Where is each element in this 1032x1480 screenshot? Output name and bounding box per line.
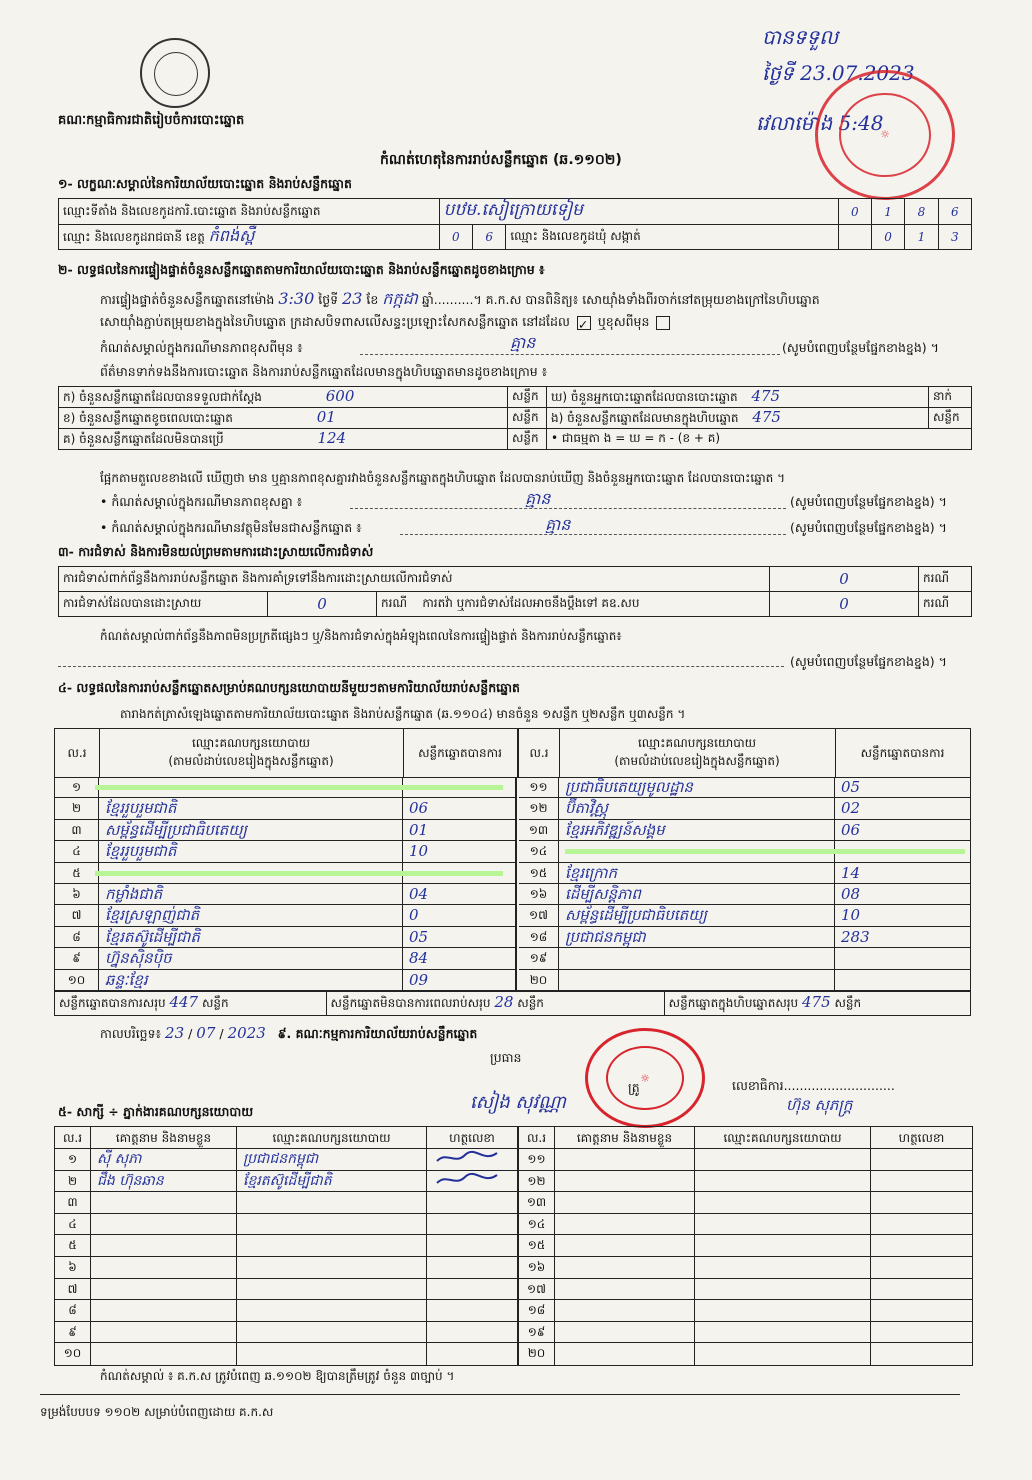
party-name: ដើម្បីសន្តិភាព — [559, 884, 835, 905]
witness-cell — [555, 1192, 695, 1214]
witness-cell — [555, 1279, 695, 1301]
row-number: ១៥ — [519, 863, 559, 884]
commune-label: ឈ្មោះ និងលេខកូដឃុំ សង្កាត់ — [506, 225, 838, 250]
witness-row-number: ១៥ — [519, 1235, 555, 1257]
witness-row-number: ១១ — [519, 1149, 555, 1171]
row-number: ៤ — [55, 841, 99, 862]
row-number: ៣ — [55, 820, 99, 841]
witness-cell — [91, 1257, 237, 1279]
section1-title: ១- លក្ខណៈសម្គាល់នៃការិយាល័យបោះឆ្នោត និងរាប់សន្លឹកឆ្នោត — [58, 176, 352, 191]
witness-header: ឈ្មោះគណបក្សនយោបាយ — [695, 1127, 871, 1149]
party-votes: 14 — [835, 863, 970, 884]
witness-cell — [91, 1279, 237, 1301]
verify-month: កក្កដា — [382, 289, 418, 308]
party-name: ខ្មែរក្រោក — [559, 863, 835, 884]
row-number: ៩ — [55, 948, 99, 969]
party-votes: 09 — [403, 970, 517, 991]
witness-cell: ខ្មែរតស៊ូដើម្បីជាតិ — [237, 1171, 427, 1193]
row-number: ១១ — [519, 777, 559, 798]
witness-cell — [555, 1322, 695, 1344]
station-label: ឈ្មោះទីតាំង និងលេខកូដការិ.បោះឆ្នោត និងរាប់សន្លឹកឆ្នោត — [59, 199, 440, 225]
official-stamp-top: ☼ — [815, 70, 955, 200]
witness-row-number: ១៤ — [519, 1214, 555, 1236]
witness-cell — [695, 1149, 871, 1171]
verify-time: 3:30 — [278, 289, 315, 308]
party-name: សម្ព័ន្ធដើម្បីប្រជាធិបតេយ្យ — [559, 905, 835, 926]
row-number: ១៣ — [519, 820, 559, 841]
date-month: 07 — [196, 1024, 216, 1042]
formula-note: • ជាធម្មតា ង = ឃ = ក - (ខ + គ) — [547, 429, 972, 450]
party-name: ខ្មែររួបរួមជាតិ — [99, 841, 403, 862]
seal-change-note: គ្មាន — [510, 333, 536, 352]
received-note-line2: ថ្ងៃទី 23.07.2023 — [762, 61, 915, 85]
station-info-table: ឈ្មោះទីតាំង និងលេខកូដការិ.បោះឆ្នោត និងរាប់សន្លឹកឆ្នោត បឋម.សៀក្រោយទៀម 0 1 8 6 ឈ្មោះ និងលេខកូដរាជធានី ខេត្ត កំពង់ស្ពឺ 0 6 ឈ្មោះ និងលេខកូដឃុំ សង្កាត់ 0 1 3 — [58, 198, 972, 250]
witness-cell — [555, 1149, 695, 1171]
row-number: ៥ — [55, 863, 99, 884]
ballots-spoiled: 01 — [316, 408, 336, 426]
total-in-box: 475 — [802, 993, 831, 1011]
party-name: ឆន្ទៈខ្មែរ — [99, 970, 403, 991]
witness-row-number: ២ — [55, 1171, 91, 1193]
witness-row-number: ៥ — [55, 1235, 91, 1257]
party-votes: 02 — [835, 798, 970, 819]
witness-cell — [695, 1343, 871, 1365]
witness-cell — [695, 1235, 871, 1257]
complaints-table: ការជំទាស់ពាក់ព័ន្ធនឹងការរាប់សន្លឹកឆ្នោត និងការគាំទ្រទៅនឹងការដោះស្រាយលើការជំទាស់ 0 ករណី ការជំទាស់ដែលបានដោះស្រាយ 0 ករណី ការតវ៉ា ឬការជំទាស់ដែលអាចនឹងប្តឹងទៅ គឧ.សប 0 ករណី — [58, 566, 972, 617]
witness-signature — [871, 1279, 972, 1301]
witness-signature — [427, 1235, 519, 1257]
witness-header: ឈ្មោះគណបក្សនយោបាយ — [237, 1127, 427, 1149]
witness-row-number: ៩ — [55, 1322, 91, 1344]
section3-title: ៣- ការជំទាស់ និងការមិនយល់ព្រមតាមការដោះស្រាយលើការជំទាស់ — [58, 544, 374, 559]
row-number: ១៨ — [519, 927, 559, 948]
party-results-table: ល.រ ឈ្មោះគណបក្សនយោបាយ (តាមលំដាប់លេខរៀងក្នុងសន្លឹកឆ្នោត) សន្លឹកឆ្នោតបានការ ល.រ ឈ្មោះគណបក្សនយោបាយ (តាមលំដាប់លេខរៀងក្នុងសន្លឹកឆ្នោត) សន្លឹកឆ្នោតបានការ ១ ១១ ប្រជាធិបតេយ្យមូលដ្ឋាន 05 ២ ខ្មែររួបរួមជាតិ 06 ១២ ប៊ីតាវិស្ណុ 02 ៣ សម្ព័ន្ធដើម្បីប្រជាធិបតេយ្យ 01 ១៣ ខ្មែរអភិវឌ្ឍន៍សង្គម 06 ៤ ខ្មែររួបរួមជាតិ 10 ១៤ ៥ ១៥ ខ្មែរក្រោក 14 ៦ កម្លាំងជាតិ 04 ១៦ ដើម្បីសន្តិភាព 08 ៧ ខ្មែរស្រឡាញ់ជាតិ 0 ១៧ សម្ព័ន្ធដើម្បីប្រជាធិបតេយ្យ 10 ៨ ខ្មែរតស៊ូដើម្បីជាតិ 05 ១៨ ប្រជាជនកម្ពុជា 283 ៩ ហ្វ៊ុនស៊ិនប៉ិច 84 ១៩ ១០ ឆន្ទៈខ្មែរ 09 ២០ — [54, 728, 971, 992]
date-year: 2023 — [227, 1024, 266, 1042]
witness-cell: ជឹង ហ៊ុនឆាន — [91, 1171, 237, 1193]
witness-signature — [427, 1171, 519, 1193]
total-invalid: 28 — [494, 993, 514, 1011]
witness-row-number: ៨ — [55, 1300, 91, 1322]
witness-row-number: ១៩ — [519, 1322, 555, 1344]
party-votes — [835, 948, 970, 969]
row-number: ៨ — [55, 927, 99, 948]
party-name: ប្រជាធិបតេយ្យមូលដ្ឋាន — [559, 777, 835, 798]
witness-signature — [871, 1343, 972, 1365]
totals-row: សន្លឹកឆ្នោតបានការសរុប 447 សន្លឹក សន្លឹកឆ្នោតមិនបានការពេលរាប់សរុប 28 សន្លឹក សន្លឹកឆ្នោតក្នុងហិបឆ្នោតសរុប 475 សន្លឹក — [54, 990, 971, 1016]
row-number: ២ — [55, 798, 99, 819]
province-label: ឈ្មោះ និងលេខកូដរាជធានី ខេត្ត — [63, 230, 205, 244]
witness-cell — [91, 1235, 237, 1257]
witness-cell — [237, 1279, 427, 1301]
province-name: កំពង់ស្ពឺ — [208, 226, 255, 245]
section5-title: ៥- សាក្សី ÷ ភ្នាក់ងារគណបក្សនយោបាយ — [58, 1104, 254, 1119]
ballots-in-box: 475 — [752, 408, 781, 426]
witness-row-number: ១ — [55, 1149, 91, 1171]
witness-cell — [555, 1171, 695, 1193]
witness-cell — [555, 1257, 695, 1279]
witness-cell — [237, 1343, 427, 1365]
witness-signature — [427, 1214, 519, 1236]
row-number: ១ — [55, 777, 99, 798]
received-note-line1: បានទទួល — [762, 25, 839, 49]
witness-cell — [91, 1300, 237, 1322]
resolved-count: 0 — [268, 592, 377, 617]
row-number: ១៤ — [519, 841, 559, 862]
party-name: ខ្មែរស្រឡាញ់ជាតិ — [99, 905, 403, 926]
highlight-strike — [565, 849, 965, 854]
party-name: សម្ព័ន្ធដើម្បីប្រជាធិបតេយ្យ — [99, 820, 403, 841]
witness-signature — [871, 1300, 972, 1322]
signature-scribble-icon — [433, 1171, 503, 1189]
witness-row-number: ២០ — [519, 1343, 555, 1365]
row-number: ១៩ — [519, 948, 559, 969]
witness-signature — [871, 1235, 972, 1257]
secretary-signature: ហ៊ុន សុភក្ត្រ — [786, 1096, 853, 1114]
secretary-label: លេខាធិការ — [732, 1078, 784, 1093]
witness-row-number: ៦ — [55, 1257, 91, 1279]
witness-signature — [427, 1257, 519, 1279]
witness-signature — [427, 1192, 519, 1214]
witness-cell — [237, 1235, 427, 1257]
witness-signature — [427, 1149, 519, 1171]
total-valid: 447 — [169, 993, 199, 1011]
party-name: ប្រជាជនកម្ពុជា — [559, 927, 835, 948]
form-title: កំណត់ហេតុនៃការរាប់សន្លឹកឆ្នោត (ឆ.១១០២) — [380, 152, 622, 168]
row-number: ៧ — [55, 905, 99, 926]
ballots-unused: 124 — [317, 429, 347, 447]
station-name: បឋម.សៀក្រោយទៀម — [439, 199, 838, 225]
witness-header: ល.រ — [55, 1127, 91, 1149]
witness-row-number: ១៧ — [519, 1279, 555, 1301]
witness-cell — [237, 1300, 427, 1322]
official-stamp-bottom: ☼ — [585, 1028, 705, 1128]
footnote: កំណត់សម្គាល់ ៖ គ.ក.ស ត្រូវបំពេញ ឆ.១១០២ ឱ្យបានត្រឹមត្រូវ ចំនួន ៣ច្បាប់ ។ — [100, 1369, 455, 1383]
ballot-count-table: ក) ចំនួនសន្លឹកឆ្នោតដែលបានទទួលជាក់ស្តែង 600 សន្លឹក ឃ) ចំនួនអ្នកបោះឆ្នោតដែលបានបោះឆ្នោត 475 នាក់ ខ) ចំនួនសន្លឹកឆ្នោតខូចពេលបោះឆ្នោត 01 សន្លឹក ង) ចំនួនសន្លឹកឆ្នោតដែលមានក្នុងហិបឆ្នោត 475 សន្លឹក គ) ចំនួនសន្លឹកឆ្នោតដែលមិនបានប្រើ 124 សន្លឹក • ជាធម្មតា ង = ឃ = ក - (ខ + គ) — [58, 386, 972, 450]
party-name: ខ្មែរតស៊ូដើម្បីជាតិ — [99, 927, 403, 948]
witness-cell — [695, 1279, 871, 1301]
verify-day: 23 — [342, 289, 363, 308]
party-votes: 283 — [835, 927, 970, 948]
chair-signature: សៀង សុវណ្ណា — [470, 1092, 566, 1113]
witness-cell — [237, 1192, 427, 1214]
complaints-count: 0 — [770, 567, 919, 592]
witness-signature — [427, 1343, 519, 1365]
witness-signature — [871, 1149, 972, 1171]
witness-cell — [91, 1192, 237, 1214]
highlight-strike — [95, 785, 503, 790]
party-votes: 10 — [835, 905, 970, 926]
witness-row-number: ១៣ — [519, 1192, 555, 1214]
witness-header: ហត្ថលេខា — [427, 1127, 519, 1149]
received-note-line3: វេលាម៉ោង 5:48 — [756, 111, 884, 135]
witness-signature — [427, 1300, 519, 1322]
witness-cell — [91, 1343, 237, 1365]
witness-cell — [91, 1322, 237, 1344]
form-reference: ទម្រង់បែបបទ ១១០២ សម្រាប់បំពេញដោយ គ.ក.ស — [40, 1405, 274, 1419]
party-votes: 01 — [403, 820, 517, 841]
witness-cell — [695, 1322, 871, 1344]
witness-cell — [695, 1192, 871, 1214]
party-votes: 05 — [403, 927, 517, 948]
difference-note: គ្មាន — [525, 489, 551, 508]
party-votes: 0 — [403, 905, 517, 926]
witness-header: ល.រ — [519, 1127, 555, 1149]
party-votes — [835, 970, 970, 991]
appeal-count: 0 — [770, 592, 919, 617]
witness-signature — [427, 1322, 519, 1344]
voters-voted: 475 — [751, 387, 781, 405]
witness-row-number: ៣ — [55, 1192, 91, 1214]
foreign-object-note: គ្មាន — [545, 515, 571, 534]
row-number: ១៦ — [519, 884, 559, 905]
witness-table — [54, 1126, 973, 1366]
witness-cell — [555, 1343, 695, 1365]
row-number: ១២ — [519, 798, 559, 819]
date-day: 23 — [165, 1024, 185, 1042]
row-number: ៦ — [55, 884, 99, 905]
party-name: ហ្វ៊ុនស៊ិនប៉ិច — [99, 948, 403, 969]
witness-row-number: ១២ — [519, 1171, 555, 1193]
signature-scribble-icon — [433, 1149, 503, 1167]
nec-emblem-icon — [140, 38, 210, 108]
member-label: ត្រូ — [628, 1080, 640, 1095]
witness-cell — [695, 1257, 871, 1279]
witness-cell — [237, 1257, 427, 1279]
section4-title: ៤- លទ្ធផលនៃការរាប់សន្លឹកឆ្នោតសម្រាប់គណបក្សនយោបាយនីមួយៗតាមការិយាល័យរាប់សន្លឹកឆ្នោត — [58, 680, 520, 695]
party-votes: 06 — [835, 820, 970, 841]
witness-signature — [427, 1279, 519, 1301]
party-name: ខ្មែររួបរួមជាតិ — [99, 798, 403, 819]
witness-cell: ប្រជាជនកម្ពុជា — [237, 1149, 427, 1171]
witness-signature — [871, 1322, 972, 1344]
witness-cell — [91, 1214, 237, 1236]
witness-cell — [695, 1171, 871, 1193]
witness-row-number: ១៨ — [519, 1300, 555, 1322]
witness-cell — [555, 1214, 695, 1236]
highlight-strike — [95, 871, 503, 876]
witness-signature — [871, 1171, 972, 1193]
witness-row-number: ៤ — [55, 1214, 91, 1236]
witness-cell — [237, 1214, 427, 1236]
party-votes: 05 — [835, 777, 970, 798]
witness-signature — [871, 1257, 972, 1279]
party-votes: 08 — [835, 884, 970, 905]
witness-cell — [237, 1322, 427, 1344]
chairman-label: ប្រធាន — [490, 1050, 522, 1065]
party-votes: 84 — [403, 948, 517, 969]
party-votes: 04 — [403, 884, 517, 905]
witness-cell — [555, 1300, 695, 1322]
row-number: ១០ — [55, 970, 99, 991]
witness-header: គោត្តនាម និងនាមខ្លួន — [555, 1127, 695, 1149]
row-number: ២០ — [519, 970, 559, 991]
witness-cell: ស៊ី សុភា — [91, 1149, 237, 1171]
witness-header: ហត្ថលេខា — [871, 1127, 972, 1149]
changed-checkbox[interactable] — [656, 316, 670, 330]
party-name — [559, 970, 835, 991]
witness-signature — [871, 1192, 972, 1214]
committee-name: គណៈកម្មាធិការជាតិរៀបចំការបោះឆ្នោត — [58, 113, 245, 128]
witness-cell — [695, 1300, 871, 1322]
ballots-received: 600 — [325, 387, 355, 405]
witness-row-number: ១៦ — [519, 1257, 555, 1279]
form-page: គណៈកម្មាធិការជាតិរៀបចំការបោះឆ្នោត បានទទួល ថ្ងៃទី 23.07.2023 វេលាម៉ោង 5:48 ☼ កំណត់ហេតុនៃការរាប់សន្លឹកឆ្នោត (ឆ.១១០២) ១- លក្ខណៈសម្គាល់នៃការិយាល័យបោះឆ្នោត និងរាប់សន្លឹកឆ្នោត ឈ្មោះទីតាំង និងលេខកូដការិ.បោះឆ្នោត និងរាប់សន្លឹកឆ្នោត បឋម.សៀក្រោយទៀម 0 1 8 6 ឈ្មោះ និងលេខកូដរាជធានី ខេត្ត កំពង់ស្ពឺ 0 6 ឈ្មោះ និងលេខកូដឃុំ សង្កាត់ 0 1 3 ២- លទ្ធផលនៃការផ្ទៀងផ្ទាត់ចំនួនសន្លឹកឆ្នោតតាមការិយាល័យបោះឆ្នោត និងរាប់សន្លឹកឆ្នោតដូចខាងក្រោម ៖ ការផ្ទៀងផ្ទាត់ចំនួនសន្លឹកឆ្នោតនៅម៉ោង 3:30 ថ្ងៃទី 23 ខែ កក្កដា ឆ្នាំ..........។ គ.ក.ស បានពិនិត្យ៖ សោយ៉ាំងទាំងពីរចាក់នៅតម្រុយខាងក្រៅនៃហិបឆ្នោត សោយ៉ាំងភ្ជាប់តម្រុយខាងក្នុងនៃហិបឆ្នោត ក្រដាសបិទពាសលើសន្ទះប្រឡោះសែកសន្លឹកឆ្នោត នៅដដែល ✓ ឬខុសពីមុន កំណត់សម្គាល់ក្នុងករណីមានភាពខុសពីមុន ៖ គ្មាន (សូមបំពេញបន្ថែមផ្នែកខាងខ្នង) ។ ព័ត៌មានទាក់ទងនឹងការបោះឆ្នោត និងការរាប់សន្លឹកឆ្នោតដែលមានក្នុងហិបឆ្នោតមានដូចខាងក្រោម ៖ ក) ចំនួនសន្លឹកឆ្នោតដែលបានទទួលជាក់ស្តែង 600 សន្លឹក ឃ) ចំនួនអ្នកបោះឆ្នោតដែលបានបោះឆ្នោត 475 នាក់ ខ) ចំនួនសន្លឹកឆ្នោតខូចពេលបោះឆ្នោត 01 សន្លឹក ង) ចំនួនសន្លឹកឆ្នោតដែលមានក្នុងហិបឆ្នោត 475 សន្លឹក គ) ចំនួនសន្លឹកឆ្នោតដែលមិនបានប្រើ 124 សន្លឹក • ជាធម្មតា ង = ឃ = ក - (ខ + គ) ផ្អែកតាមតួលេខខាងលើ ឃើញថា មាន ឬគ្មានភាពខុសគ្នារវាងចំនួនសន្លឹកឆ្នោតក្នុងហិបឆ្នោត ដែលបានរាប់ឃើញ និងចំនួនអ្នកបោះឆ្នោត ដែលបានបោះឆ្នោត ។ • កំណត់សម្គាល់ក្នុងករណីមានភាពខុសគ្នា ៖ គ្មាន (សូមបំពេញបន្ថែមផ្នែកខាងខ្នង) ។ • កំណត់សម្គាល់ក្នុងករណីមានវត្ថុមិនមែនជាសន្លឹកឆ្នោត ៖ គ្មាន (សូមបំពេញបន្ថែមផ្នែកខាងខ្នង) ។ ៣- ការជំទាស់ និងការមិនយល់ព្រមតាមការដោះស្រាយលើការជំទាស់ ការជំទាស់ពាក់ព័ន្ធនឹងការរាប់សន្លឹកឆ្នោត និងការគាំទ្រទៅនឹងការដោះស្រាយលើការជំទាស់ 0 ករណី ការជំទាស់ដែលបានដោះស្រាយ 0 ករណី ការតវ៉ា ឬការជំទាស់ដែលអាចនឹងប្តឹងទៅ គឧ.សប 0 ករណី កំណត់សម្គាល់ពាក់ព័ន្ធនឹងភាពមិនប្រក្រតីផ្សេងៗ ឬ/និងការជំទាស់ក្នុងអំឡុងពេលនៃការផ្ទៀងផ្ទាត់ និងការរាប់សន្លឹកឆ្នោត៖ (សូមបំពេញបន្ថែមផ្នែកខាងខ្នង) ។ ៤- លទ្ធផលនៃការរាប់សន្លឹកឆ្នោតសម្រាប់គណបក្សនយោបាយនីមួយៗតាមការិយាល័យរាប់សន្លឹកឆ្នោត តារាងកត់ត្រាសំឡេងឆ្នោតតាមការិយាល័យបោះឆ្នោត និងរាប់សន្លឹកឆ្នោត (ឆ.១១០៤) មានចំនួន ១សន្លឹក ឬ២សន្លឹក ឬ៣សន្លឹក ។ ល.រ ឈ្មោះគណបក្សនយោបាយ (តាមលំដាប់លេខរៀងក្នុងសន្លឹកឆ្នោត) សន្លឹកឆ្នោតបានការ ល.រ ឈ្មោះគណបក្សនយោបាយ (តាមលំដាប់លេខរៀងក្នុងសន្លឹកឆ្នោត) សន្លឹកឆ្នោតបានការ ១ ១១ ប្រជាធិបតេយ្យមូលដ្ឋាន 05 ២ ខ្មែររួបរួមជាតិ 06 ១២ ប៊ីតាវិស្ណុ 02 ៣ សម្ព័ន្ធដើម្បីប្រជាធិបតេយ្យ 01 ១៣ ខ្មែរអភិវឌ្ឍន៍សង្គម 06 ៤ ខ្មែររួបរួមជាតិ 10 ១៤ ៥ ១៥ ខ្មែរក្រោក 14 ៦ កម្លាំងជាតិ 04 ១៦ ដើម្បីសន្តិភាព 08 ៧ ខ្មែរស្រឡាញ់ជាតិ 0 ១៧ សម្ព័ន្ធដើម្បីប្រជាធិបតេយ្យ 10 ៨ ខ្មែរតស៊ូដើម្បីជាតិ 05 ១៨ ប្រជាជនកម្ពុជា 283 ៩ ហ្វ៊ុនស៊ិនប៉ិច 84 ១៩ ១០ ឆន្ទៈខ្មែរ 09 ២០ សន្លឹកឆ្នោតបានការសរុប 447 សន្លឹក សន្លឹកឆ្នោតមិនបានការពេលរាប់សរុប 28 សន្លឹក សន្លឹកឆ្នោតក្នុងហិបឆ្នោតសរុប 475 សន្លឹក កាលបរិច្ឆេទ៖ 23 / 07 / 2023 ៩. គណៈកម្មការការិយាល័យរាប់សន្លឹកឆ្នោត ☼ ប្រធាន ត្រូ សៀង សុវណ្ណា លេខាធិការ............................ ហ៊ុន សុភក្ត្រ ៥- សាក្សី ÷ ភ្នាក់ងារគណបក្សនយោបាយ ល.រ គោត្តនាម និងនាមខ្លួន ឈ្មោះគណបក្សនយោបាយ ហត្ថលេខា ល.រ គោត្តនាម និងនាមខ្លួន ឈ្មោះគណបក្សនយោបាយ ហត្ថលេខា ១ ស៊ី សុភា ប្រជាជនកម្ពុជា ១១ ២ ជឹង ហ៊ុនឆាន ខ្មែរតស៊ូដើម្បីជាតិ ១២ ៣ ១៣ ៤ ១៤ ៥ ១៥ ៦ ១៦ ៧ ១៧ ៨ ១៨ ៩ ១៩ ១០ ២០ កំណត់សម្គាល់ ៖ គ.ក.ស ត្រូវបំពេញ ឆ.១១០២ ឱ្យបានត្រឹមត្រូវ ចំនួន ៣ច្បាប់ ។ ទម្រង់បែបបទ ១១០២ សម្រាប់បំពេញដោយ គ.ក.ស — [0, 0, 1032, 1480]
party-name: ខ្មែរអភិវឌ្ឍន៍សង្គម — [559, 820, 835, 841]
witness-cell — [555, 1235, 695, 1257]
row-number: ១៧ — [519, 905, 559, 926]
party-votes: 06 — [403, 798, 517, 819]
witness-cell — [695, 1214, 871, 1236]
party-name — [559, 948, 835, 969]
party-votes: 10 — [403, 841, 517, 862]
witness-header: គោត្តនាម និងនាមខ្លួន — [91, 1127, 237, 1149]
witness-row-number: ៧ — [55, 1279, 91, 1301]
unchanged-checkbox[interactable]: ✓ — [577, 316, 591, 330]
party-name: ប៊ីតាវិស្ណុ — [559, 798, 835, 819]
witness-row-number: ១០ — [55, 1343, 91, 1365]
witness-signature — [871, 1214, 972, 1236]
section2-title: ២- លទ្ធផលនៃការផ្ទៀងផ្ទាត់ចំនួនសន្លឹកឆ្នោតតាមការិយាល័យបោះឆ្នោត និងរាប់សន្លឹកឆ្នោតដូចខាងក្រោម ៖ — [58, 262, 545, 277]
party-name: កម្លាំងជាតិ — [99, 884, 403, 905]
